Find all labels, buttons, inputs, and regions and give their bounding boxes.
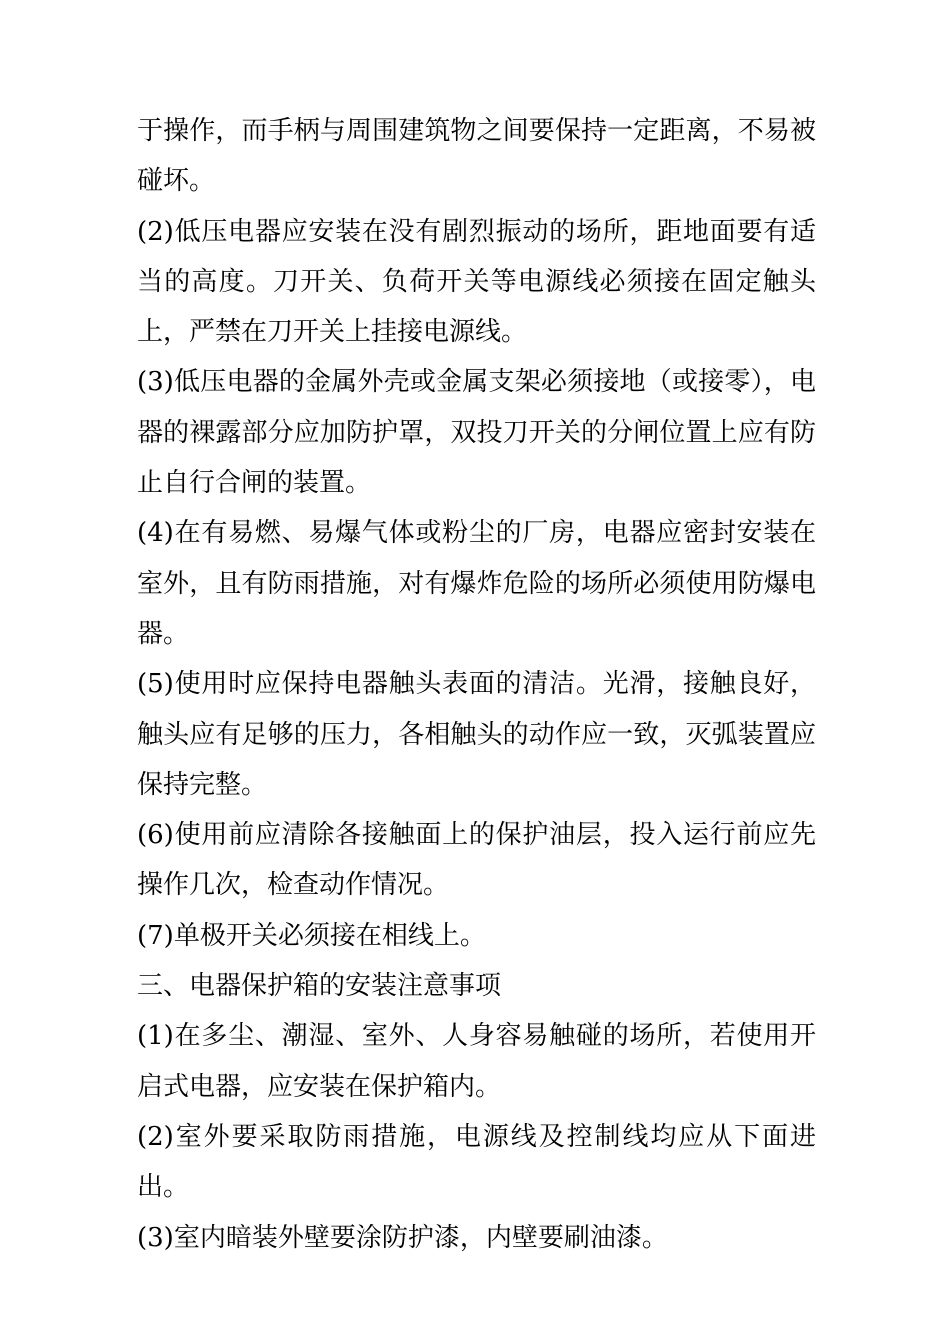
paragraph: (7)单极开关必须接在相线上。 [137, 920, 486, 951]
paragraph: (2)低压电器应安装在没有剧烈振动的场所，距地面要有适当的高度。刀开关、负荷开关等电源线必须接在固定触头上，严禁在刀开关上挂接电源线。 [137, 216, 816, 348]
paragraph: (5)使用时应保持电器触头表面的清洁。光滑，接触良好，触头应有足够的压力，各相触头的动作应一致，灭弧装置应保持完整。 [137, 669, 816, 800]
document-body [137, 106, 816, 1263]
paragraph: (2)室外要采取防雨措施，电源线及控制线均应从下面进出。 [137, 1121, 816, 1203]
paragraph: (3)低压电器的金属外壳或金属支架必须接地（或接零），电器的裸露部分应加防护罩，双投刀开关的分闸位置上应有防止自行合闸的装置。 [137, 367, 816, 499]
paragraph: (4)在有易燃、易爆气体或粉尘的厂房，电器应密封安装在室外，且有防雨措施，对有爆炸危险的场所必须使用防爆电器。 [137, 518, 816, 649]
section-heading: 三、电器保护箱的安装注意事项 [137, 971, 502, 1002]
paragraph: (1)在多尘、潮湿、室外、人身容易触碰的场所，若使用开启式电器，应安装在保护箱内。 [137, 1021, 816, 1102]
paragraph: (3)室内暗装外壁要涂防护漆，内壁要刷油漆。 [137, 1222, 668, 1253]
paragraph: (6)使用前应清除各接触面上的保护油层，投入运行前应先操作几次，检查动作情况。 [137, 820, 816, 901]
paragraph: 于操作，而手柄与周围建筑物之间要保持一定距离，不易被碰坏。 [137, 116, 816, 197]
